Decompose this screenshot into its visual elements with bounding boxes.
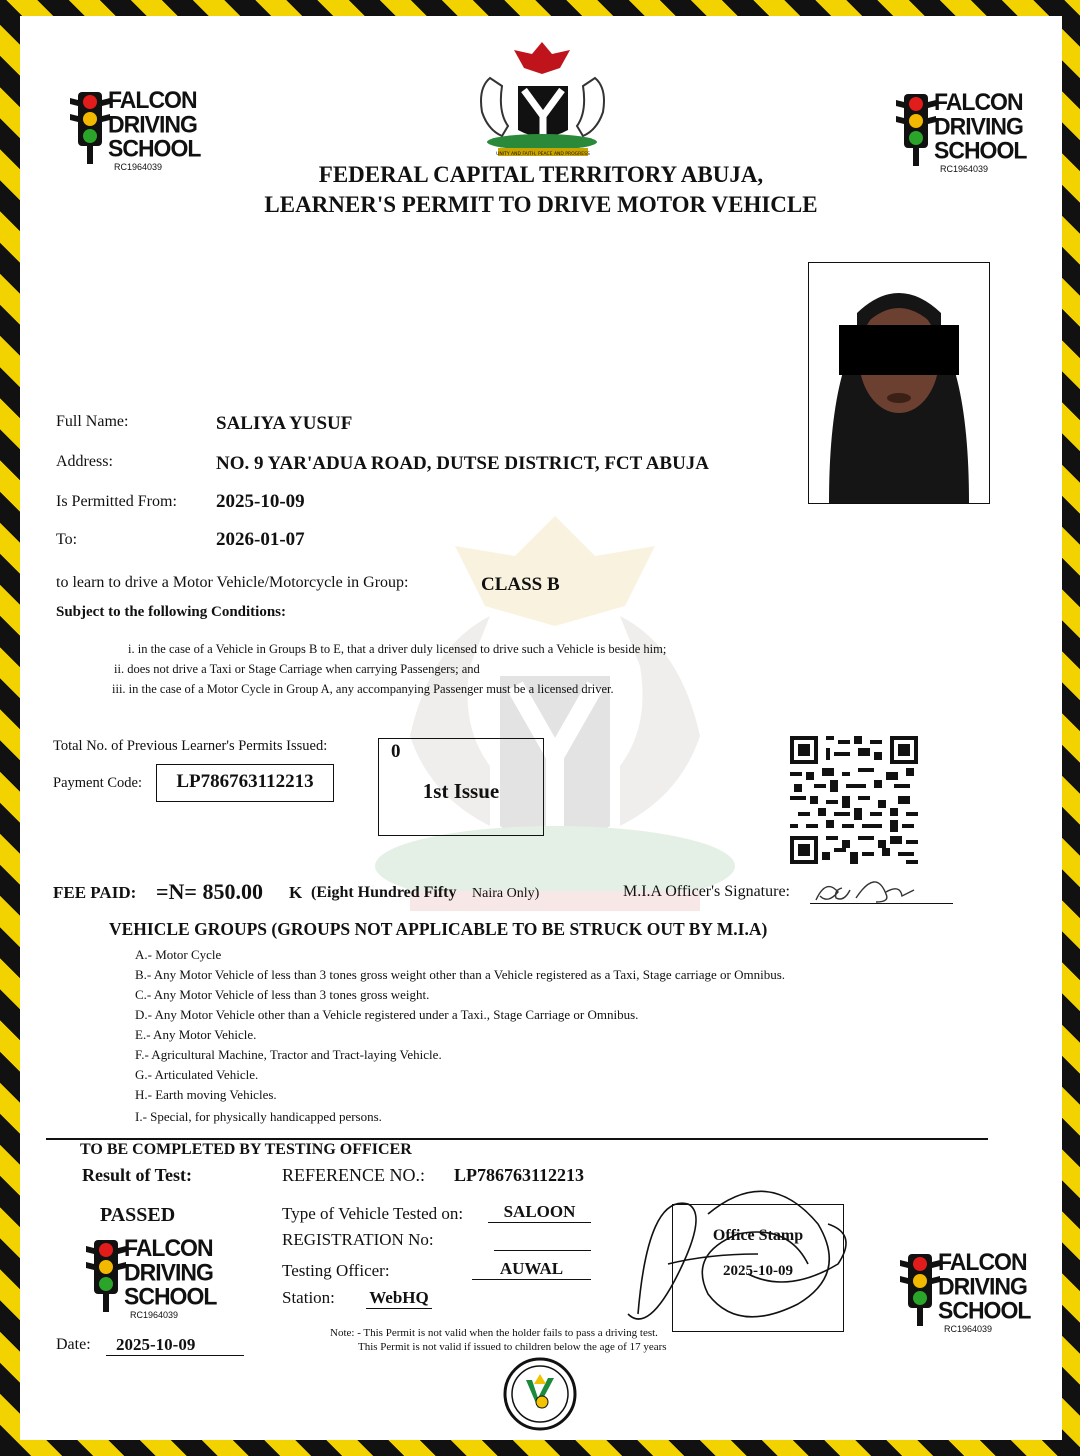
date-label: Date: [56,1336,91,1353]
vehicle-group-item: B.- Any Motor Vehicle of less than 3 tones gross weight other than a Vehicle registered as a Taxi, Stage carriage or Omnibus. [135,967,786,982]
authority-seal-icon [502,1356,578,1432]
vehicle-groups-heading: VEHICLE GROUPS (GROUPS NOT APPLICABLE TO BE STRUCK OUT BY M.I.A) [109,919,768,939]
station-label: Station: [282,1288,335,1307]
permitted-to-value: 2026-01-07 [216,529,305,550]
falcon-logo-bottom-left: FALCON DRIVING SCHOOL RC1964039 [86,1238,206,1328]
permit-count-box [378,738,544,836]
test-date: 2025-10-09 [106,1335,244,1356]
testing-officer-value: AUWAL [472,1259,591,1280]
coat-of-arms-emblem [470,38,615,158]
section-divider [46,1138,988,1140]
condition-item: i. in the case of a Vehicle in Groups B to E, that a driver duly licensed to drive such a Vehicle is beside him; [128,642,667,656]
traffic-light-icon [86,1238,126,1314]
result-label: Result of Test: [82,1165,193,1185]
falcon-logo-top-left: FALCON DRIVING SCHOOL RC1964039 [70,90,190,180]
condition-item: ii. does not drive a Taxi or Stage Carriage when carrying Passengers; and [114,662,480,676]
vehicle-group-item: I.- Special, for physically handicapped persons. [135,1109,382,1124]
vehicle-type-value: SALOON [488,1202,591,1223]
station-value: WebHQ [366,1288,432,1309]
testing-officer-label: Testing Officer: [282,1261,390,1280]
traffic-light-icon [896,92,936,168]
issue-label: 1st Issue [422,779,500,803]
test-result: PASSED [100,1204,176,1226]
vehicle-group-item: H.- Earth moving Vehicles. [135,1087,277,1102]
permitted-from-value: 2025-10-09 [216,491,305,512]
registration-value [494,1230,591,1251]
note-line-2: This Permit is not valid if issued to children below the age of 17 years [358,1341,667,1353]
fee-paid-label: FEE PAID: [53,883,137,902]
vehicle-group-item: G.- Articulated Vehicle. [135,1067,259,1082]
vehicle-group-item: D.- Any Motor Vehicle other than a Vehicle registered under a Taxi., Stage Carriage or Omnibus. [135,1007,639,1022]
testing-officer-heading: TO BE COMPLETED BY TESTING OFFICER [80,1141,412,1158]
permit-title-line2: LEARNER'S PERMIT TO DRIVE MOTOR VEHICLE [264,192,818,217]
fee-words-prefix: (Eight Hundred Fifty [311,884,457,901]
stamp-signature [618,1174,858,1344]
reference-label: REFERENCE NO.: [282,1165,426,1185]
svg-text:UNITY AND FAITH, PEACE AND PRO: UNITY AND FAITH, PEACE AND PROGRESS [496,152,590,157]
vehicle-group-item: C.- Any Motor Vehicle of less than 3 tones gross weight. [135,987,430,1002]
reference-number: LP786763112213 [454,1165,585,1185]
conditions-heading: Subject to the following Conditions: [56,604,287,620]
full-name-label: Full Name: [56,413,129,430]
traffic-light-icon [70,90,110,166]
permitted-to-label: To: [56,531,78,548]
fee-k: K [289,883,303,902]
officer-signature-label: M.I.A Officer's Signature: [623,883,790,900]
payment-code-value: LP786763112213 [156,764,334,802]
vehicle-type-label: Type of Vehicle Tested on: [282,1204,464,1223]
full-name-value: SALIYA YUSUF [216,413,353,434]
stamp-date: 2025-10-09 [723,1263,793,1279]
traffic-light-icon [900,1252,940,1328]
vehicle-group-item: E.- Any Motor Vehicle. [135,1027,257,1042]
payment-code-label: Payment Code: [53,775,143,791]
previous-permits-label: Total No. of Previous Learner's Permits Issued: [53,738,328,754]
fee-amount: =N= 850.00 [156,879,263,904]
permit-document [20,16,1062,1440]
group-label: to learn to drive a Motor Vehicle/Motorcycle in Group: [56,574,409,591]
condition-item: iii. in the case of a Motor Cycle in Group A, any accompanying Passenger must be a licensed driver. [112,682,614,696]
qr-code [790,736,918,864]
falcon-logo-bottom-right: FALCON DRIVING SCHOOL RC1964039 [900,1252,1020,1342]
face-redaction-bar [839,325,959,375]
group-value: CLASS B [481,574,560,595]
permitted-from-label: Is Permitted From: [56,493,177,510]
falcon-logo-top-right: FALCON DRIVING SCHOOL RC1964039 [896,92,1016,182]
permit-title-line1: FEDERAL CAPITAL TERRITORY ABUJA, [318,162,764,187]
fee-words-suffix: Naira Only) [472,886,540,901]
vehicle-group-item: A.- Motor Cycle [135,947,222,962]
stamp-title: Office Stamp [712,1227,804,1244]
permit-count: 0 [391,741,401,762]
coat-of-arms-watermark [340,496,770,936]
vehicle-group-item: F.- Agricultural Machine, Tractor and Tract-laying Vehicle. [135,1047,442,1062]
address-label: Address: [56,453,113,470]
holder-photo [808,262,990,504]
note-line-1: Note: - This Permit is not valid when the holder fails to pass a driving test. [330,1327,658,1339]
address-value: NO. 9 YAR'ADUA ROAD, DUTSE DISTRICT, FCT ABUJA [216,453,710,474]
officer-signature [812,878,924,906]
registration-label: REGISTRATION No: [282,1230,434,1249]
